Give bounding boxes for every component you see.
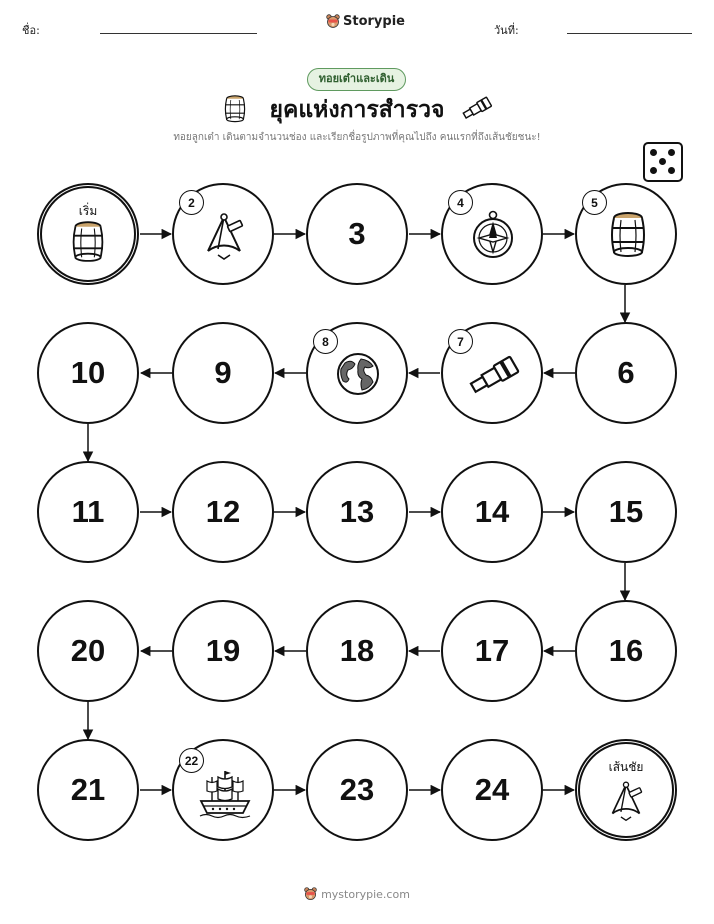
board-cell[interactable]: [575, 600, 677, 702]
cell-number: 23: [339, 772, 375, 807]
cell-number: 11: [71, 494, 105, 529]
barrel-icon: [608, 212, 648, 258]
barrel-icon: [70, 221, 106, 263]
compass-icon: [469, 209, 517, 261]
cell-number: 24: [474, 772, 510, 807]
game-type-tag: ทอยเต๋าและเดิน: [307, 68, 406, 91]
bear-icon: [304, 887, 317, 901]
board-cell[interactable]: [306, 600, 408, 702]
board-cell[interactable]: [575, 461, 677, 563]
cell-number-badge: 8: [313, 329, 338, 354]
board-cell[interactable]: [441, 739, 543, 841]
board-cell[interactable]: [172, 600, 274, 702]
ship-icon: [198, 767, 252, 819]
footer: [0, 887, 714, 901]
cell-number: 17: [474, 633, 510, 668]
board-cell[interactable]: [172, 461, 274, 563]
board-cell[interactable]: [37, 739, 139, 841]
cell-number-badge: 4: [448, 190, 473, 215]
cell-number-badge: 7: [448, 329, 473, 354]
board-cell[interactable]: [441, 600, 543, 702]
name-label: ชื่อ:: [22, 24, 40, 37]
brand-name: Storypie: [343, 14, 405, 29]
page-title: ยุคแห่งการสำรวจ: [269, 97, 445, 123]
cell-number: 19: [205, 633, 241, 668]
cell-number: 6: [617, 355, 635, 390]
cell-number-badge: 2: [179, 190, 204, 215]
start-cell[interactable]: [37, 183, 139, 285]
board-cell[interactable]: [37, 461, 139, 563]
board-cell[interactable]: [37, 600, 139, 702]
cell-number: 9: [214, 355, 232, 390]
cell-number: 14: [474, 494, 510, 529]
cell-number-badge: 5: [582, 190, 607, 215]
board-cell[interactable]: [306, 183, 408, 285]
instructions: ทอยลูกเต๋า เดินตามจำนวนช่อง และเรียกชื่อรูปภาพที่คุณไปถึง คนแรกที่ถึงเส้นชัยชนะ!: [173, 132, 541, 143]
cell-number: 10: [70, 355, 106, 390]
footer-site[interactable]: mystorypie.com: [321, 887, 410, 901]
telescope-icon: [467, 354, 521, 396]
globe-icon: [335, 351, 381, 397]
cell-number: 3: [348, 216, 366, 251]
cell-number: 12: [205, 494, 241, 529]
sextant-icon: [604, 778, 648, 822]
cell-number: 13: [339, 494, 375, 529]
sextant-icon: [198, 209, 250, 261]
cell-number-badge: 22: [179, 748, 204, 773]
board-cell[interactable]: [575, 322, 677, 424]
cell-number: 18: [339, 633, 375, 668]
finish-cell[interactable]: [575, 739, 677, 841]
cell-number: 20: [70, 633, 106, 668]
board-cell[interactable]: [306, 461, 408, 563]
finish-label: เส้นชัย: [608, 760, 644, 774]
board-cell[interactable]: [306, 739, 408, 841]
cell-number: 15: [608, 494, 644, 529]
board-cell[interactable]: [172, 322, 274, 424]
board-cell[interactable]: [37, 322, 139, 424]
cell-number: 21: [70, 772, 106, 807]
cell-number: 16: [608, 633, 644, 668]
board-cell[interactable]: [441, 461, 543, 563]
date-label: วันที่:: [494, 24, 519, 37]
start-label: เริ่ม: [78, 204, 98, 218]
